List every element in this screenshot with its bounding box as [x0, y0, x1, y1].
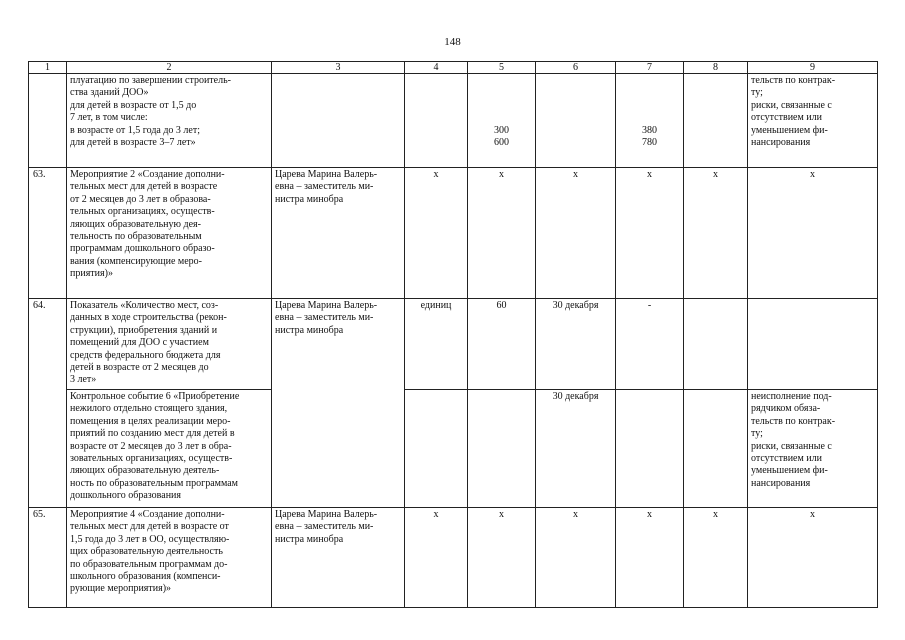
row-responsible: [272, 74, 405, 168]
table-row: [29, 299, 878, 390]
row-number: 65.: [29, 508, 67, 608]
row-unit: единиц: [405, 299, 468, 390]
row-col7: -: [616, 299, 684, 390]
row-unit: [405, 74, 468, 168]
row-col7: x: [616, 168, 684, 299]
row-risks: тельств по контрак- ту; риски, связанные с отсутствием или уменьшением фи- нансирования: [748, 74, 878, 168]
column-header-3: 3: [272, 62, 405, 74]
row-number: 64.: [29, 299, 67, 508]
column-header-7: 7: [616, 62, 684, 74]
row-name: Мероприятие 4 «Создание дополни- тельных мест для детей в возрасте от 1,5 года до 3 лет в ОО, осуществляю- щих образовательную деятельность по образовательным программам до- школьного образования (компенси- рующие мероприятия)»: [67, 508, 272, 608]
row-risks: x: [748, 168, 878, 299]
column-header-6: 6: [536, 62, 616, 74]
row-risks: неисполнение под- рядчиком обяза- тельств по контрак- ту; риски, связанные с отсутствием или уменьшением фи- нансирования: [748, 390, 878, 508]
table-row: [29, 508, 878, 608]
row-col8: [684, 74, 748, 168]
row-name: Показатель «Количество мест, соз- данных в ходе строительства (рекон- струкции), приобретения зданий и помещений для ДОО с участием средств федерального бюджета для детей в возрасте от 2 месяцев до 3 лет»: [67, 299, 272, 390]
row-deadline: x: [536, 168, 616, 299]
row-value: 60: [468, 299, 536, 390]
header-row: [29, 62, 878, 74]
row-risks: x: [748, 508, 878, 608]
row-value: x: [468, 508, 536, 608]
row-unit: x: [405, 508, 468, 608]
column-header-8: 8: [684, 62, 748, 74]
row-deadline: 30 декабря: [536, 390, 616, 508]
row-col8: x: [684, 508, 748, 608]
row-responsible: Царева Марина Валерь- евна – заместитель ми- нистра минобра: [272, 299, 405, 508]
column-header-4: 4: [405, 62, 468, 74]
column-header-1: 1: [29, 62, 67, 74]
row-unit: [405, 390, 468, 508]
row-deadline: 30 декабря: [536, 299, 616, 390]
row-responsible: Царева Марина Валерь- евна – заместитель ми- нистра минобра: [272, 168, 405, 299]
row-col7: [616, 390, 684, 508]
plan-table: [28, 61, 878, 608]
row-col8: [684, 299, 748, 390]
row-number: [29, 74, 67, 168]
row-number: 63.: [29, 168, 67, 299]
row-col8: x: [684, 168, 748, 299]
row-responsible: Царева Марина Валерь- евна – заместитель ми- нистра минобра: [272, 508, 405, 608]
row-deadline: x: [536, 508, 616, 608]
table-row: [29, 390, 878, 508]
row-col7: x: [616, 508, 684, 608]
row-risks: [748, 299, 878, 390]
table-row: [29, 74, 878, 168]
column-header-2: 2: [67, 62, 272, 74]
row-col8: [684, 390, 748, 508]
row-name: Мероприятие 2 «Создание дополни- тельных мест для детей в возрасте от 2 месяцев до 3 лет в образова- тельных организациях, осуществ- ляющих образовательную дея- тельность по образовательным программам дошкольного образо- вания (компенсирующие меро- приятия)»: [67, 168, 272, 299]
column-header-5: 5: [468, 62, 536, 74]
row-value: [468, 390, 536, 508]
column-header-9: 9: [748, 62, 878, 74]
row-name: плуатацию по завершении строитель- ства зданий ДОО» для детей в возрасте от 1,5 до 7 лет, в том числе: в возрасте от 1,5 года до 3 лет; для детей в возрасте 3–7 лет»: [67, 74, 272, 168]
row-name: Контрольное событие 6 «Приобретение нежилого отдельно стоящего здания, помещения в целях реализации меро- приятий по созданию мест для детей в возрасте от 2 месяцев до 3 лет в обра- зовательных организациях, осуществ- ляющих образовательную деятель- ность по образовательным программам дошкольного образования: [67, 390, 272, 508]
row-deadline: [536, 74, 616, 168]
row-col7: 380 780: [616, 74, 684, 168]
row-unit: x: [405, 168, 468, 299]
page-number: 148: [444, 36, 461, 48]
table-row: [29, 168, 878, 299]
row-value: x: [468, 168, 536, 299]
row-value: 300 600: [468, 74, 536, 168]
